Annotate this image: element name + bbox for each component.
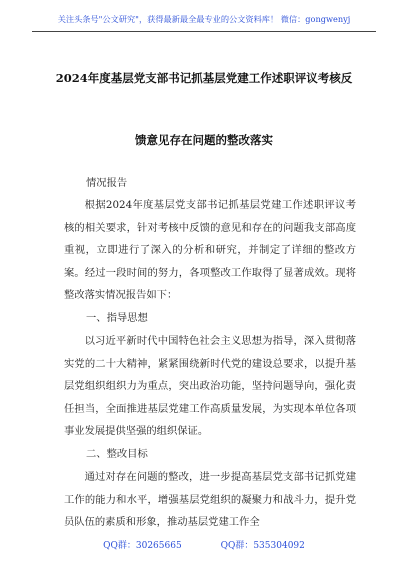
footer bbox=[0, 538, 408, 551]
document-title-line2: 馈意见存在问题的整改落实 bbox=[135, 133, 273, 147]
report-label: 情况报告 bbox=[86, 177, 128, 189]
section1-paragraph: 以习近平新时代中国特色社会主义思想为指导，深入贯彻落实党的二十大精神，紧紧围绕新时代党的建设总要求，以提升基层党组织组织力为重点，突出政治功能，坚持问题导向，强化责任担当，全面推进基层党建工作高质量发展，为实现本单位各项事业发展提供坚强的组织保证。 bbox=[64, 335, 356, 437]
header-notice: 关注头条号"公文研究"，获得最新最全最专业的公文资料库！ 微信：gongwenyj bbox=[57, 14, 351, 24]
section2-paragraph: 通过对存在问题的整改，进一步提高基层党支部书记抓党建工作的能力和水平，增强基层党组织的凝聚力和战斗力，提升党员队伍的素质和形象，推动基层党建工作全 bbox=[64, 471, 356, 528]
section2-heading: 二、整改目标 bbox=[86, 448, 148, 460]
footer-qq-group-1: QQ群：30265665 bbox=[103, 541, 182, 551]
intro-paragraph: 根据2024年度基层党支部书记抓基层党建工作述职评议考核的相关要求，针对考核中反馈的意见和存在的问题我支部高度重视，立即进行了深入的分析和研究，并制定了详细的整改方案。经过一段时间的努力，各项整改工作取得了显著成效。现将整改落实情况报告如下： bbox=[64, 199, 356, 301]
document-title-line1: 2024年度基层党支部书记抓基层党建工作述职评议考核反 bbox=[55, 71, 353, 85]
footer-qq-group-2: QQ群：535304092 bbox=[220, 541, 305, 551]
section1-heading: 一、指导思想 bbox=[86, 312, 148, 324]
header-divider bbox=[32, 31, 376, 32]
